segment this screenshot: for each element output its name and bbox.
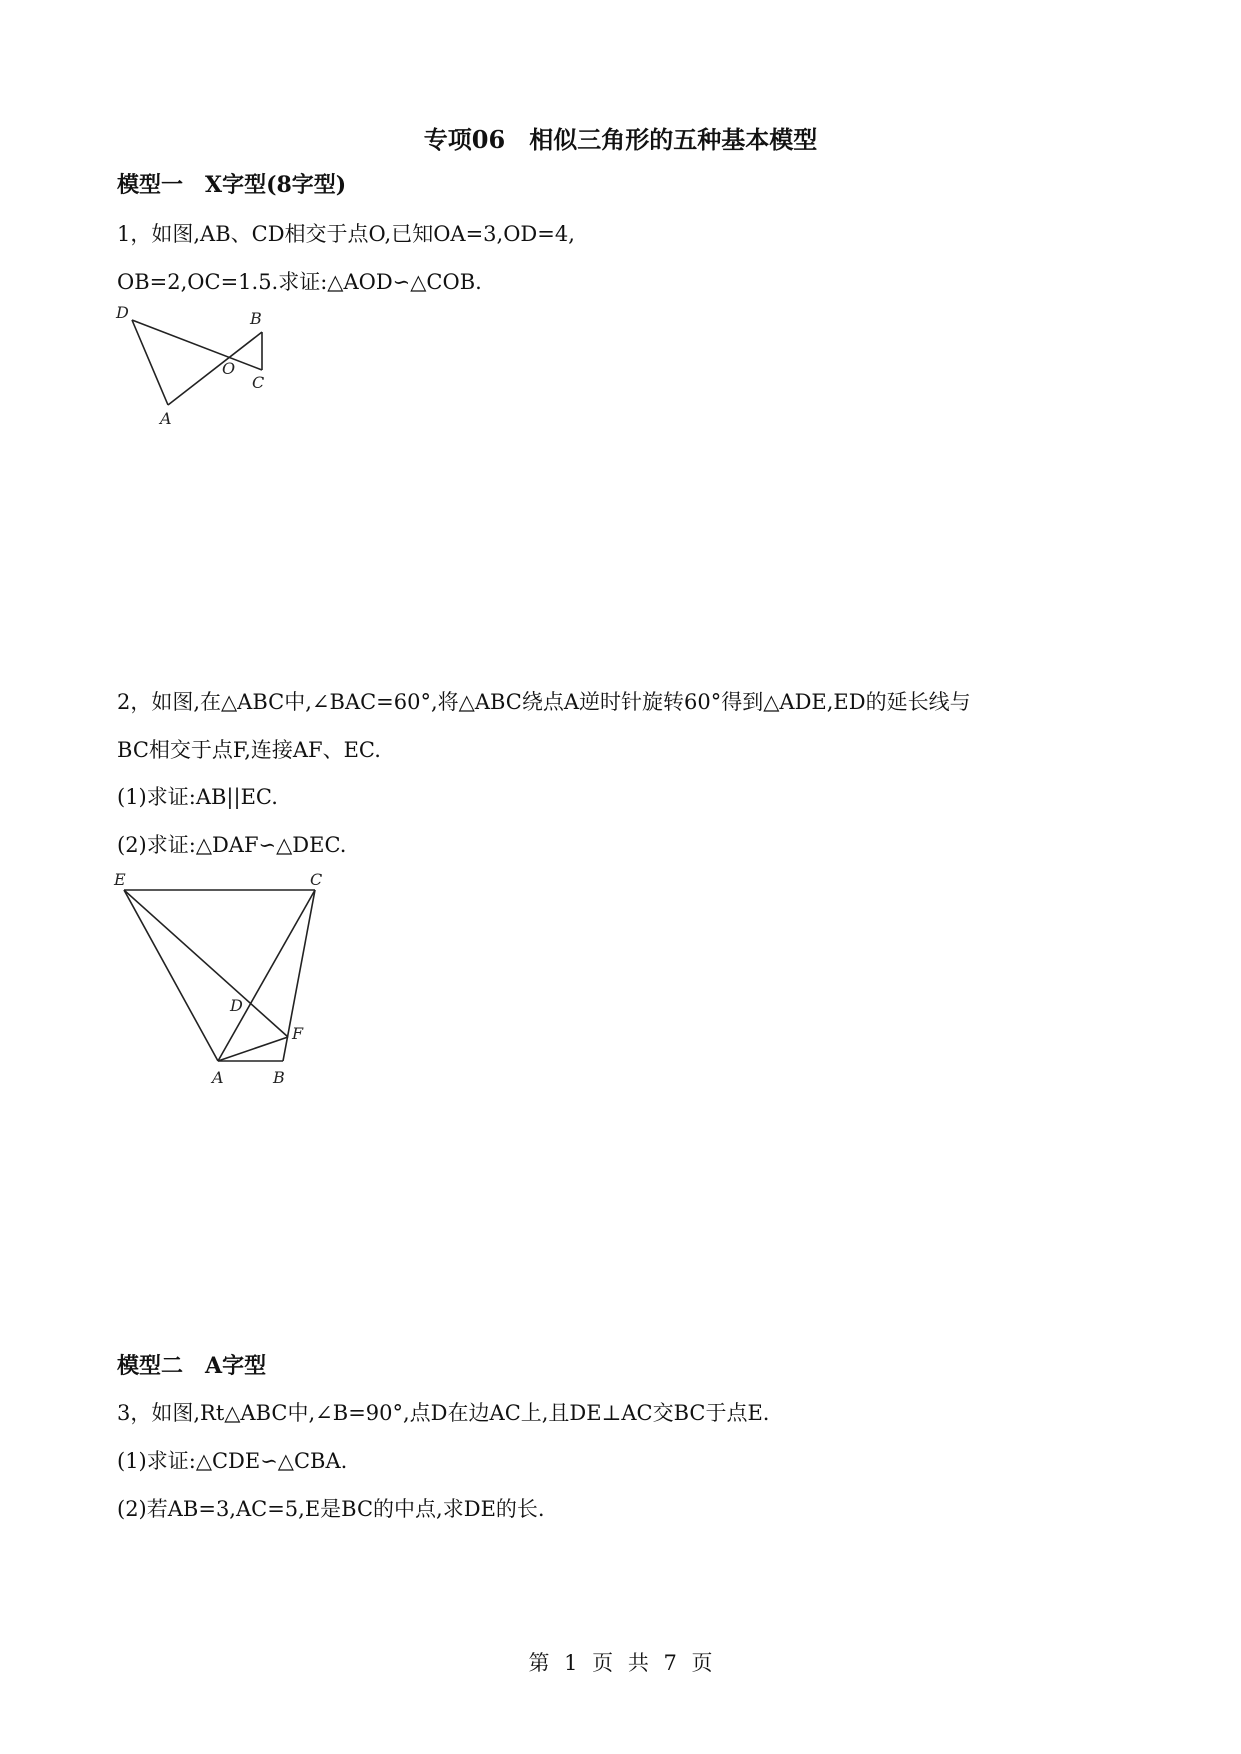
label-C: C [252, 373, 265, 392]
label-A: A [212, 1068, 224, 1087]
problem3-question1: (1)求证:△CDE∽△CBA. [117, 1449, 348, 1473]
label-F: F [292, 1024, 304, 1043]
label-D: D [116, 303, 129, 322]
problem2-question1: (1)求证:AB||EC. [117, 785, 278, 809]
section-heading-model2: 模型二 A字型 [117, 1353, 267, 1379]
problem2-figure [110, 865, 340, 1100]
problem1-line1: 1，如图,AB、CD相交于点O,已知OA=3,OD=4, [117, 222, 575, 246]
problem2-line1: 2，如图,在△ABC中,∠BAC=60°,将△ABC绕点A逆时针旋转60°得到△ADE,ED的延长线与 [117, 690, 971, 714]
label-C: C [310, 870, 323, 889]
segment-EA [124, 890, 218, 1061]
label-A: A [160, 409, 172, 428]
page-footer: 第 1 页 共 7 页 [528, 1651, 713, 1675]
segment-EF [124, 890, 288, 1037]
problem3-line1: 3，如图,Rt△ABC中,∠B=90°,点D在边AC上,且DE⊥AC交BC于点E. [117, 1401, 770, 1425]
label-O: O [222, 359, 236, 378]
label-B: B [250, 309, 262, 328]
page-title: 专项06 相似三角形的五种基本模型 [423, 125, 818, 154]
label-D: D [230, 996, 243, 1015]
problem1-line2: OB=2,OC=1.5.求证:△AOD∽△COB. [117, 270, 482, 294]
section-heading-model1: 模型一 X字型(8字型) [117, 172, 347, 198]
label-B: B [273, 1068, 285, 1087]
problem1-figure [110, 300, 280, 430]
segment-AF [218, 1037, 288, 1061]
segment-DA [132, 320, 168, 405]
problem3-question2: (2)若AB=3,AC=5,E是BC的中点,求DE的长. [117, 1497, 545, 1521]
label-E: E [114, 870, 126, 889]
segment-AB [168, 332, 265, 405]
problem2-line2: BC相交于点F,连接AF、EC. [117, 738, 381, 762]
problem2-question2: (2)求证:△DAF∽△DEC. [117, 833, 347, 857]
segment-CD [132, 320, 262, 370]
